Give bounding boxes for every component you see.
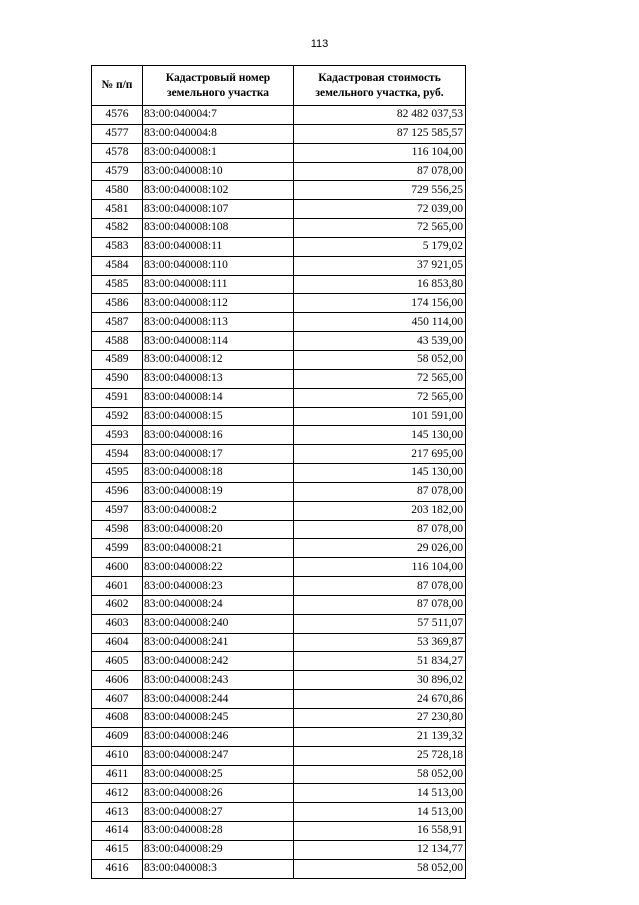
cadastral-value: 57 511,07 xyxy=(294,614,466,633)
table-row xyxy=(92,671,466,690)
table-row xyxy=(92,256,466,275)
table-row xyxy=(92,106,466,125)
row-number: 4583 xyxy=(92,237,143,256)
cadastral-number: 83:00:040004:7 xyxy=(143,106,294,125)
cadastral-number: 83:00:040004:8 xyxy=(143,124,294,143)
row-number: 4610 xyxy=(92,746,143,765)
cadastral-value: 14 513,00 xyxy=(294,784,466,803)
cadastral-value: 72 039,00 xyxy=(294,200,466,219)
cadastral-number: 83:00:040008:15 xyxy=(143,407,294,426)
cadastral-value: 87 078,00 xyxy=(294,595,466,614)
row-number: 4584 xyxy=(92,256,143,275)
row-number: 4615 xyxy=(92,840,143,859)
row-number: 4614 xyxy=(92,822,143,841)
cadastral-value: 87 125 585,57 xyxy=(294,124,466,143)
table-header xyxy=(92,66,466,106)
table-row xyxy=(92,520,466,539)
row-number: 4597 xyxy=(92,501,143,520)
cadastral-value: 12 134,77 xyxy=(294,840,466,859)
cadastral-value: 53 369,87 xyxy=(294,633,466,652)
row-number: 4577 xyxy=(92,124,143,143)
cadastral-value: 30 896,02 xyxy=(294,671,466,690)
cadastral-value: 29 026,00 xyxy=(294,539,466,558)
table-row xyxy=(92,275,466,294)
row-number: 4607 xyxy=(92,690,143,709)
cadastral-number: 83:00:040008:11 xyxy=(143,237,294,256)
table-row xyxy=(92,840,466,859)
table-row xyxy=(92,162,466,181)
table-row xyxy=(92,822,466,841)
cadastral-number: 83:00:040008:247 xyxy=(143,746,294,765)
cadastral-number: 83:00:040008:108 xyxy=(143,219,294,238)
row-number: 4598 xyxy=(92,520,143,539)
table-row xyxy=(92,595,466,614)
row-number: 4593 xyxy=(92,426,143,445)
cadastral-number: 83:00:040008:19 xyxy=(143,482,294,501)
cadastral-number: 83:00:040008:1 xyxy=(143,143,294,162)
table-row xyxy=(92,558,466,577)
row-number: 4587 xyxy=(92,313,143,332)
cadastral-number: 83:00:040008:29 xyxy=(143,840,294,859)
row-number: 4586 xyxy=(92,294,143,313)
cadastral-value: 72 565,00 xyxy=(294,219,466,238)
cadastral-table xyxy=(91,65,466,879)
cadastral-number: 83:00:040008:24 xyxy=(143,595,294,614)
cadastral-number: 83:00:040008:23 xyxy=(143,577,294,596)
cadastral-number: 83:00:040008:13 xyxy=(143,369,294,388)
cadastral-value: 43 539,00 xyxy=(294,332,466,351)
cadastral-number: 83:00:040008:102 xyxy=(143,181,294,200)
row-number: 4591 xyxy=(92,388,143,407)
cadastral-value: 217 695,00 xyxy=(294,445,466,464)
row-number: 4582 xyxy=(92,219,143,238)
cadastral-number: 83:00:040008:14 xyxy=(143,388,294,407)
cadastral-number: 83:00:040008:3 xyxy=(143,859,294,878)
row-number: 4616 xyxy=(92,859,143,878)
table-row xyxy=(92,727,466,746)
cadastral-value: 87 078,00 xyxy=(294,520,466,539)
cadastral-number: 83:00:040008:17 xyxy=(143,445,294,464)
cadastral-number: 83:00:040008:244 xyxy=(143,690,294,709)
cadastral-value: 450 114,00 xyxy=(294,313,466,332)
header-number-label: № п/п xyxy=(101,79,133,91)
row-number: 4585 xyxy=(92,275,143,294)
row-number: 4595 xyxy=(92,464,143,483)
table-row xyxy=(92,633,466,652)
header-value-line2: земельного участка, руб. xyxy=(315,86,444,99)
cadastral-value: 14 513,00 xyxy=(294,803,466,822)
table-row xyxy=(92,784,466,803)
cadastral-number: 83:00:040008:241 xyxy=(143,633,294,652)
row-number: 4589 xyxy=(92,350,143,369)
header-cadastral-number xyxy=(143,66,294,106)
cadastral-value: 203 182,00 xyxy=(294,501,466,520)
row-number: 4596 xyxy=(92,482,143,501)
row-number: 4602 xyxy=(92,595,143,614)
cadastral-number: 83:00:040008:246 xyxy=(143,727,294,746)
cadastral-number: 83:00:040008:12 xyxy=(143,350,294,369)
cadastral-number: 83:00:040008:110 xyxy=(143,256,294,275)
row-number: 4608 xyxy=(92,709,143,728)
cadastral-number: 83:00:040008:18 xyxy=(143,464,294,483)
table-row xyxy=(92,200,466,219)
header-number xyxy=(92,66,143,106)
cadastral-value: 87 078,00 xyxy=(294,482,466,501)
table-row xyxy=(92,313,466,332)
table-row xyxy=(92,464,466,483)
row-number: 4600 xyxy=(92,558,143,577)
cadastral-value: 82 482 037,53 xyxy=(294,106,466,125)
cadastral-value: 72 565,00 xyxy=(294,388,466,407)
table-row xyxy=(92,388,466,407)
row-number: 4606 xyxy=(92,671,143,690)
row-number: 4612 xyxy=(92,784,143,803)
cadastral-number: 83:00:040008:26 xyxy=(143,784,294,803)
row-number: 4604 xyxy=(92,633,143,652)
table-row xyxy=(92,539,466,558)
header-cadastral-line1: Кадастровый номер xyxy=(165,71,271,84)
row-number: 4605 xyxy=(92,652,143,671)
table-row xyxy=(92,219,466,238)
cadastral-number: 83:00:040008:112 xyxy=(143,294,294,313)
table-row xyxy=(92,690,466,709)
cadastral-number: 83:00:040008:242 xyxy=(143,652,294,671)
cadastral-value: 58 052,00 xyxy=(294,859,466,878)
table-row xyxy=(92,803,466,822)
table-row xyxy=(92,501,466,520)
table-row xyxy=(92,143,466,162)
table-row xyxy=(92,369,466,388)
header-cadastral-value xyxy=(294,66,466,106)
cadastral-value: 145 130,00 xyxy=(294,464,466,483)
row-number: 4611 xyxy=(92,765,143,784)
row-number: 4578 xyxy=(92,143,143,162)
table-row xyxy=(92,124,466,143)
cadastral-value: 25 728,18 xyxy=(294,746,466,765)
cadastral-value: 145 130,00 xyxy=(294,426,466,445)
page-number: 113 xyxy=(310,38,329,50)
table-row xyxy=(92,859,466,878)
cadastral-value: 72 565,00 xyxy=(294,369,466,388)
cadastral-value: 729 556,25 xyxy=(294,181,466,200)
cadastral-number: 83:00:040008:21 xyxy=(143,539,294,558)
cadastral-number: 83:00:040008:240 xyxy=(143,614,294,633)
row-number: 4581 xyxy=(92,200,143,219)
row-number: 4599 xyxy=(92,539,143,558)
cadastral-number: 83:00:040008:2 xyxy=(143,501,294,520)
table-body xyxy=(92,106,466,879)
row-number: 4601 xyxy=(92,577,143,596)
table-row xyxy=(92,294,466,313)
row-number: 4613 xyxy=(92,803,143,822)
row-number: 4580 xyxy=(92,181,143,200)
cadastral-number: 83:00:040008:107 xyxy=(143,200,294,219)
row-number: 4579 xyxy=(92,162,143,181)
cadastral-value: 87 078,00 xyxy=(294,577,466,596)
cadastral-number: 83:00:040008:245 xyxy=(143,709,294,728)
table-row xyxy=(92,445,466,464)
row-number: 4576 xyxy=(92,106,143,125)
table-row xyxy=(92,181,466,200)
cadastral-number: 83:00:040008:27 xyxy=(143,803,294,822)
table-row xyxy=(92,614,466,633)
cadastral-number: 83:00:040008:243 xyxy=(143,671,294,690)
cadastral-number: 83:00:040008:16 xyxy=(143,426,294,445)
cadastral-value: 37 921,05 xyxy=(294,256,466,275)
cadastral-value: 51 834,27 xyxy=(294,652,466,671)
cadastral-value: 174 156,00 xyxy=(294,294,466,313)
table-row xyxy=(92,765,466,784)
table-row xyxy=(92,426,466,445)
table-row xyxy=(92,482,466,501)
table-row xyxy=(92,350,466,369)
row-number: 4590 xyxy=(92,369,143,388)
header-value-line1: Кадастровая стоимость xyxy=(318,71,441,84)
cadastral-value: 87 078,00 xyxy=(294,162,466,181)
cadastral-number: 83:00:040008:22 xyxy=(143,558,294,577)
header-cadastral-line2: земельного участка xyxy=(166,86,270,99)
cadastral-number: 83:00:040008:28 xyxy=(143,822,294,841)
cadastral-value: 24 670,86 xyxy=(294,690,466,709)
cadastral-value: 16 853,80 xyxy=(294,275,466,294)
row-number: 4592 xyxy=(92,407,143,426)
row-number: 4588 xyxy=(92,332,143,351)
cadastral-number: 83:00:040008:20 xyxy=(143,520,294,539)
row-number: 4594 xyxy=(92,445,143,464)
cadastral-number: 83:00:040008:10 xyxy=(143,162,294,181)
row-number: 4603 xyxy=(92,614,143,633)
cadastral-value: 16 558,91 xyxy=(294,822,466,841)
cadastral-number: 83:00:040008:111 xyxy=(143,275,294,294)
cadastral-value: 27 230,80 xyxy=(294,709,466,728)
table-row xyxy=(92,746,466,765)
cadastral-value: 21 139,32 xyxy=(294,727,466,746)
table-row xyxy=(92,577,466,596)
table-row xyxy=(92,652,466,671)
header-row xyxy=(92,66,466,106)
cadastral-number: 83:00:040008:25 xyxy=(143,765,294,784)
cadastral-value: 101 591,00 xyxy=(294,407,466,426)
cadastral-value: 5 179,02 xyxy=(294,237,466,256)
cadastral-number: 83:00:040008:113 xyxy=(143,313,294,332)
row-number: 4609 xyxy=(92,727,143,746)
table-row xyxy=(92,709,466,728)
cadastral-number: 83:00:040008:114 xyxy=(143,332,294,351)
table-row xyxy=(92,237,466,256)
table-row xyxy=(92,407,466,426)
cadastral-value: 58 052,00 xyxy=(294,765,466,784)
cadastral-value: 58 052,00 xyxy=(294,350,466,369)
cadastral-value: 116 104,00 xyxy=(294,558,466,577)
table-row xyxy=(92,332,466,351)
cadastral-value: 116 104,00 xyxy=(294,143,466,162)
